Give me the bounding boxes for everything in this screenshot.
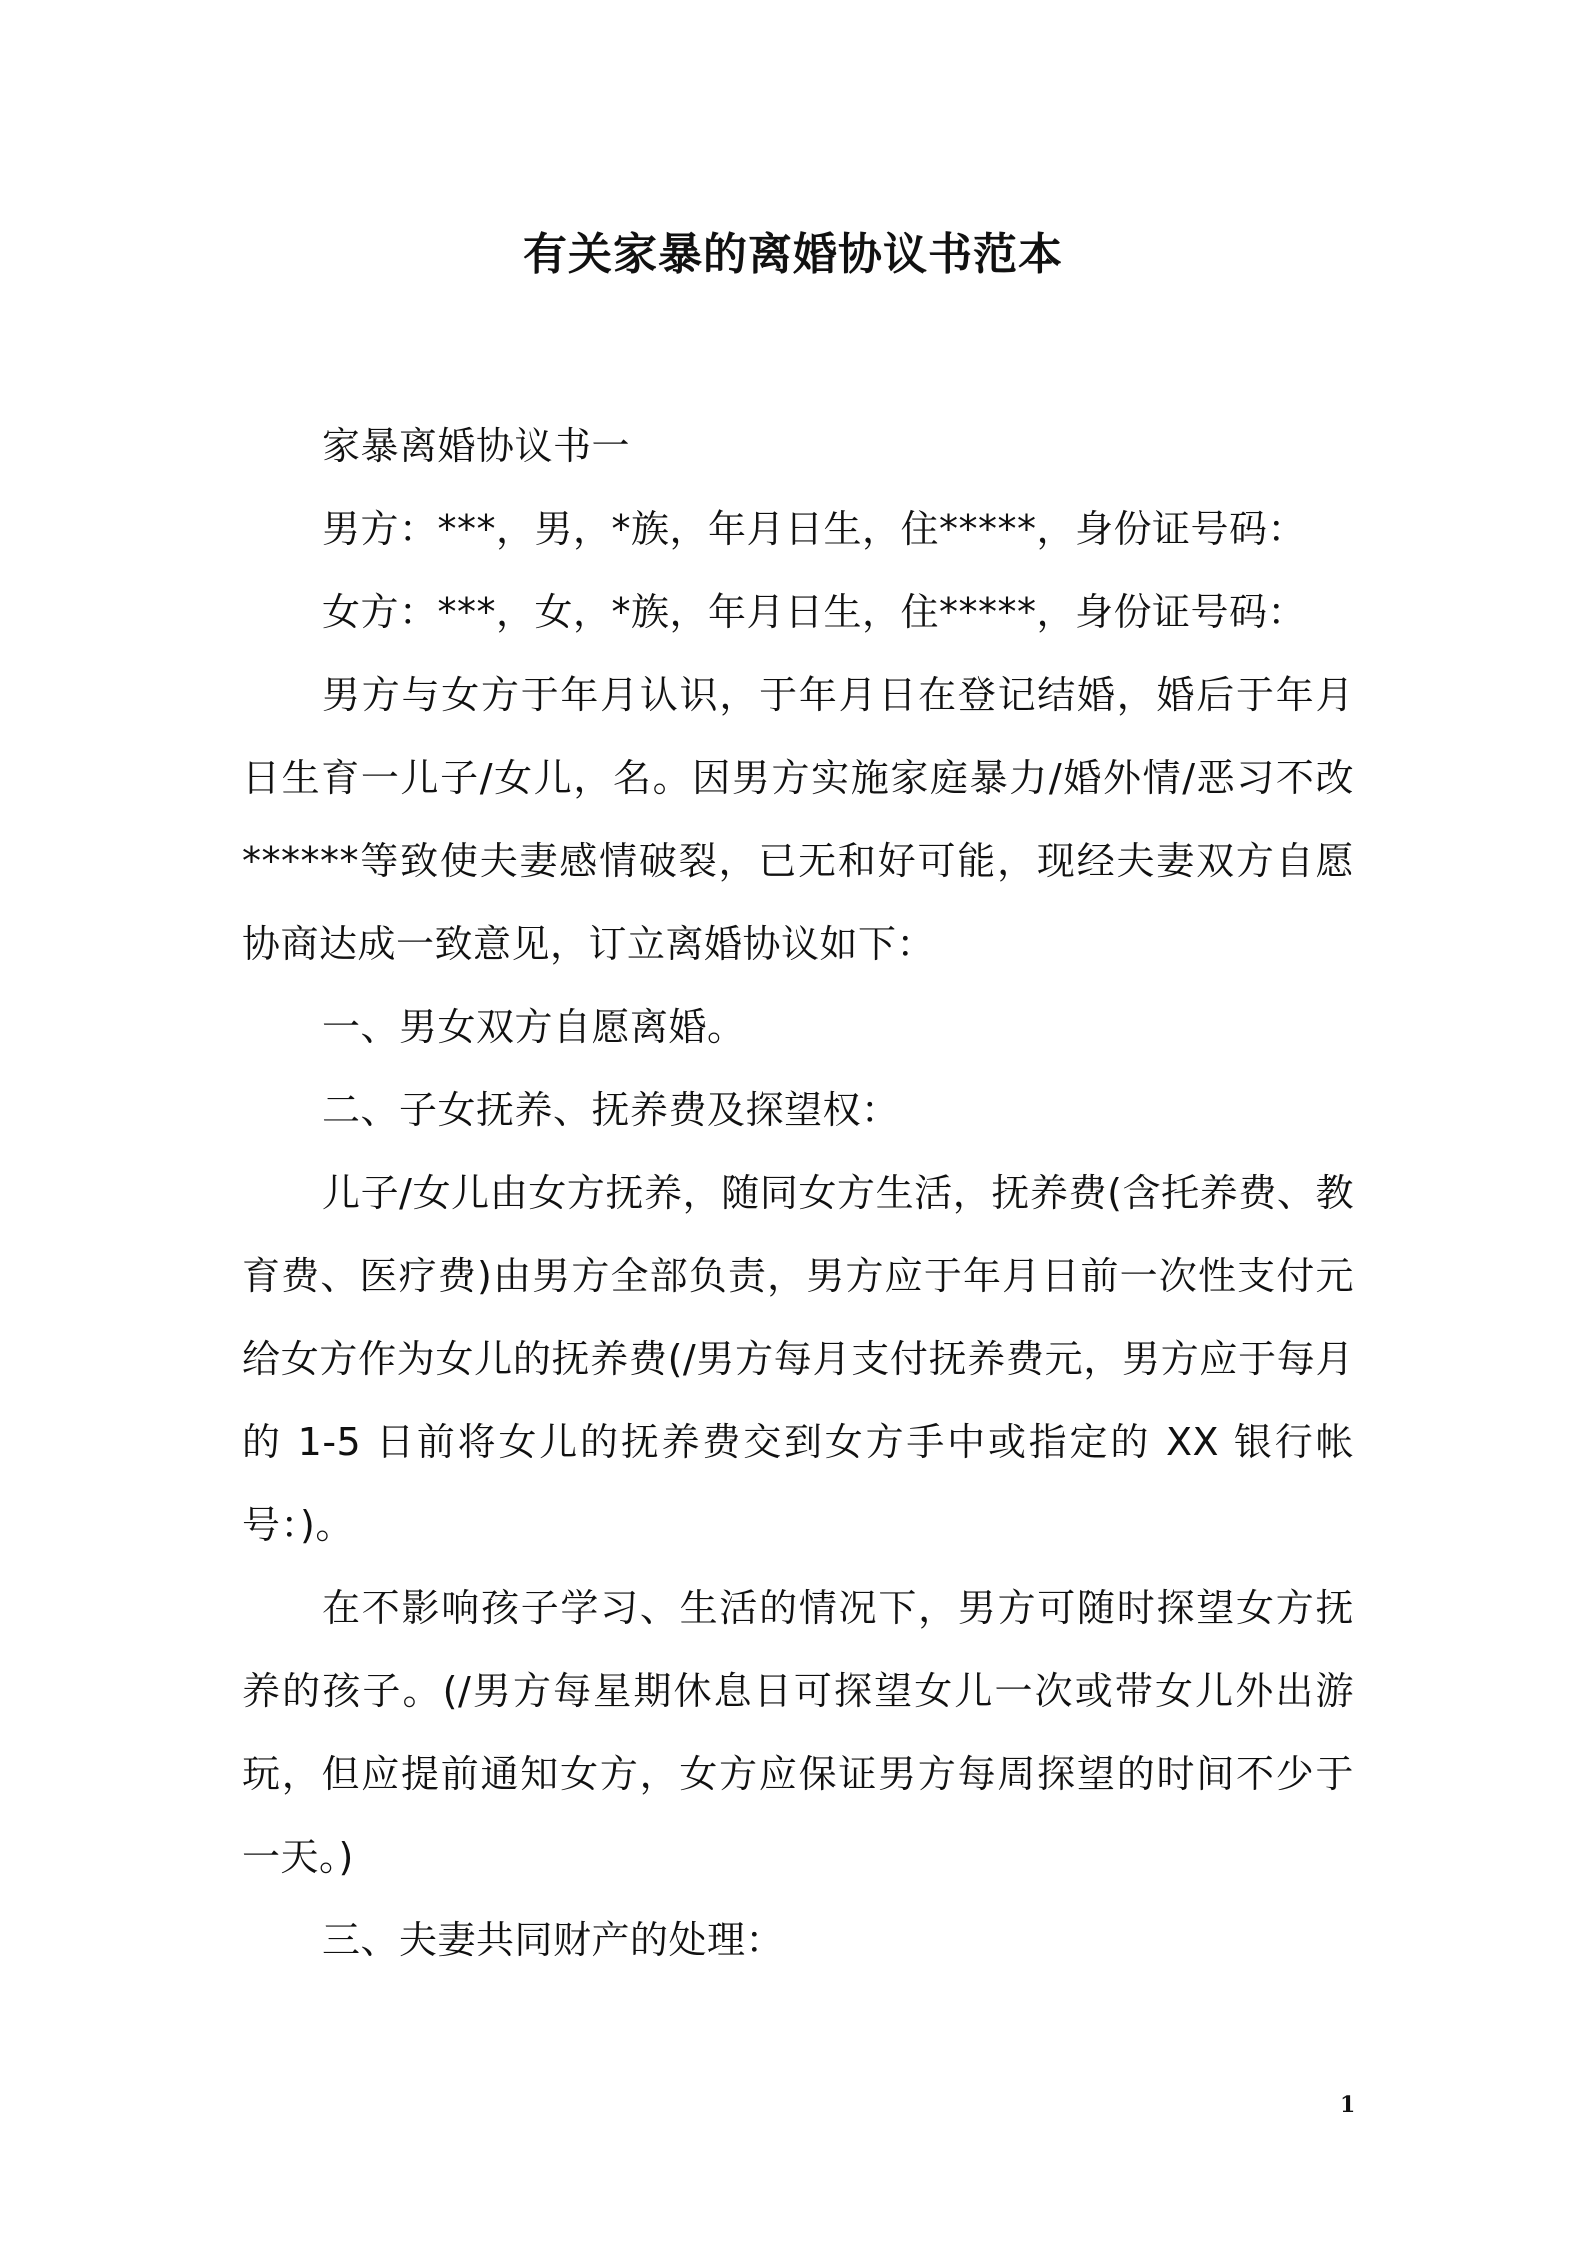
party-male-info: 男方：***，男，*族，年月日生，住*****，身份证号码： bbox=[322, 507, 1307, 551]
clause-2-visitation: 在不影响孩子学习、生活的情况下，男方可随时探望女方抚养的孩子。(/男方每星期休息日可探望女儿一次或带女儿外出游玩，但应提前通知女方，女方应保证男方每周探望的时间不少于一天。) bbox=[242, 1586, 1354, 1879]
document-body bbox=[242, 405, 1354, 1982]
party-female-info: 女方：***，女，*族，年月日生，住*****，身份证号码： bbox=[322, 590, 1307, 634]
clause-1: 一、男女双方自愿离婚。 bbox=[322, 1005, 746, 1049]
background-paragraph: 男方与女方于年月认识，于年月日在登记结婚，婚后于年月日生育一儿子/女儿，名。因男方实施家庭暴力/婚外情/恶习不改******等致使夫妻感情破裂，已无和好可能，现经夫妻双方自愿协商达成一致意见，订立离婚协议如下： bbox=[242, 673, 1354, 966]
page-number: 1 bbox=[1340, 2092, 1356, 2118]
document-title: 有关家暴的离婚协议书范本 bbox=[523, 229, 1063, 280]
clause-3-heading: 三、夫妻共同财产的处理： bbox=[322, 1918, 785, 1962]
section-heading: 家暴离婚协议书一 bbox=[322, 424, 631, 468]
clause-2-heading: 二、子女抚养、抚养费及探望权： bbox=[322, 1088, 900, 1132]
clause-2-custody: 儿子/女儿由女方抚养，随同女方生活，抚养费(含托养费、教育费、医疗费)由男方全部负责，男方应于年月日前一次性支付元给女方作为女儿的抚养费(/男方每月支付抚养费元，男方应于每月的 1-5 日前将女儿的抚养费交到女方手中或指定的 XX 银行帐号：)。 bbox=[242, 1171, 1355, 1547]
